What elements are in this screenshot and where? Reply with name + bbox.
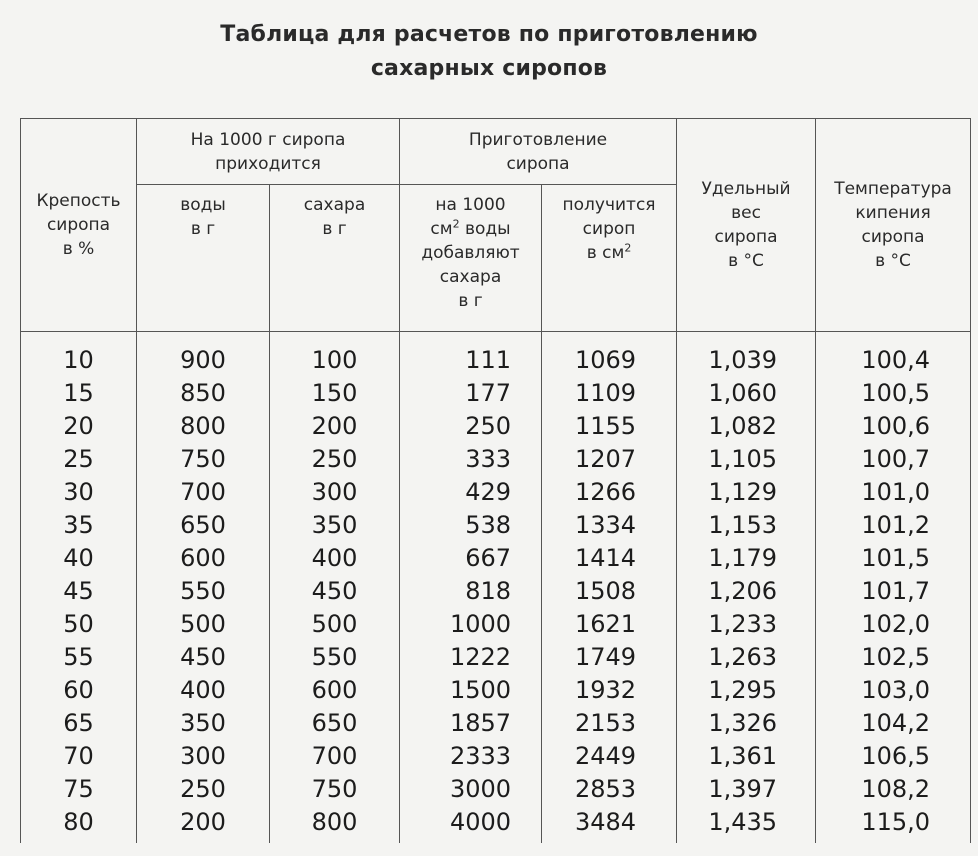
title-line-1: Таблица для расчетов по приготовлению bbox=[220, 22, 758, 47]
cell-sugar: 750 bbox=[270, 773, 400, 806]
header-per-1000g: На 1000 г сиропа приходится bbox=[137, 119, 400, 185]
cell-add-sugar: 1222 bbox=[400, 641, 542, 674]
table-row bbox=[21, 773, 971, 806]
cell-density: 1,206 bbox=[677, 575, 816, 608]
table-header bbox=[21, 119, 971, 332]
cell-strength: 70 bbox=[21, 740, 137, 773]
cell-density: 1,435 bbox=[677, 806, 816, 843]
table-row bbox=[21, 509, 971, 542]
cell-strength: 65 bbox=[21, 707, 137, 740]
cell-strength: 45 bbox=[21, 575, 137, 608]
table-row bbox=[21, 608, 971, 641]
cell-sugar: 150 bbox=[270, 377, 400, 410]
table-row bbox=[21, 443, 971, 476]
cell-boiling-temperature: 106,5 bbox=[816, 740, 971, 773]
title-line-2: сахарных сиропов bbox=[370, 56, 608, 81]
cell-strength: 75 bbox=[21, 773, 137, 806]
header-preparation: Приготовление сиропа bbox=[400, 119, 677, 185]
cell-sugar: 100 bbox=[270, 332, 400, 378]
cell-water: 650 bbox=[137, 509, 270, 542]
cell-boiling-temperature: 100,4 bbox=[816, 332, 971, 378]
cell-water: 700 bbox=[137, 476, 270, 509]
cell-yield: 1155 bbox=[542, 410, 677, 443]
cell-water: 350 bbox=[137, 707, 270, 740]
cell-water: 850 bbox=[137, 377, 270, 410]
cell-density: 1,361 bbox=[677, 740, 816, 773]
table-row bbox=[21, 410, 971, 443]
cell-density: 1,263 bbox=[677, 641, 816, 674]
cell-yield: 1621 bbox=[542, 608, 677, 641]
cell-add-sugar: 429 bbox=[400, 476, 542, 509]
cell-strength: 60 bbox=[21, 674, 137, 707]
cell-boiling-temperature: 100,7 bbox=[816, 443, 971, 476]
cell-sugar: 250 bbox=[270, 443, 400, 476]
cell-yield: 1069 bbox=[542, 332, 677, 378]
cell-strength: 35 bbox=[21, 509, 137, 542]
header-boiling-temperature: Температура кипения сиропа в °С bbox=[816, 119, 971, 332]
cell-strength: 80 bbox=[21, 806, 137, 843]
cell-water: 200 bbox=[137, 806, 270, 843]
cell-strength: 40 bbox=[21, 542, 137, 575]
cell-water: 750 bbox=[137, 443, 270, 476]
cell-sugar: 200 bbox=[270, 410, 400, 443]
cell-add-sugar: 667 bbox=[400, 542, 542, 575]
cell-sugar: 450 bbox=[270, 575, 400, 608]
cell-add-sugar: 177 bbox=[400, 377, 542, 410]
header-water: воды в г bbox=[137, 185, 270, 332]
cell-yield: 1334 bbox=[542, 509, 677, 542]
cell-boiling-temperature: 103,0 bbox=[816, 674, 971, 707]
cell-density: 1,295 bbox=[677, 674, 816, 707]
cell-boiling-temperature: 108,2 bbox=[816, 773, 971, 806]
cell-density: 1,397 bbox=[677, 773, 816, 806]
cell-sugar: 300 bbox=[270, 476, 400, 509]
cell-add-sugar: 538 bbox=[400, 509, 542, 542]
header-strength: Крепость сиропа в % bbox=[21, 119, 137, 332]
header-sugar: сахара в г bbox=[270, 185, 400, 332]
cell-sugar: 600 bbox=[270, 674, 400, 707]
cell-density: 1,105 bbox=[677, 443, 816, 476]
cell-sugar: 400 bbox=[270, 542, 400, 575]
table-row bbox=[21, 641, 971, 674]
cell-water: 800 bbox=[137, 410, 270, 443]
cell-sugar: 650 bbox=[270, 707, 400, 740]
header-yield: получится сироп в $см^2$ bbox=[542, 185, 677, 332]
cell-boiling-temperature: 101,0 bbox=[816, 476, 971, 509]
cell-yield: 1508 bbox=[542, 575, 677, 608]
cell-yield: 1109 bbox=[542, 377, 677, 410]
cell-strength: 50 bbox=[21, 608, 137, 641]
cell-yield: 1207 bbox=[542, 443, 677, 476]
cell-add-sugar: 818 bbox=[400, 575, 542, 608]
table-row bbox=[21, 332, 971, 378]
cell-add-sugar: 3000 bbox=[400, 773, 542, 806]
cell-sugar: 800 bbox=[270, 806, 400, 843]
cell-boiling-temperature: 101,7 bbox=[816, 575, 971, 608]
cell-sugar: 350 bbox=[270, 509, 400, 542]
table-row bbox=[21, 377, 971, 410]
cell-yield: 1414 bbox=[542, 542, 677, 575]
cell-boiling-temperature: 104,2 bbox=[816, 707, 971, 740]
cell-yield: 2853 bbox=[542, 773, 677, 806]
cell-density: 1,060 bbox=[677, 377, 816, 410]
header-density: Удельный вес сиропа в °С bbox=[677, 119, 816, 332]
cell-water: 600 bbox=[137, 542, 270, 575]
cell-density: 1,233 bbox=[677, 608, 816, 641]
header-add-sugar: на 1000 $см^2$ воды добавляют сахара в г bbox=[400, 185, 542, 332]
table-row bbox=[21, 476, 971, 509]
cell-yield: 2153 bbox=[542, 707, 677, 740]
cell-add-sugar: 333 bbox=[400, 443, 542, 476]
cell-yield: 3484 bbox=[542, 806, 677, 843]
cell-water: 400 bbox=[137, 674, 270, 707]
cell-boiling-temperature: 102,5 bbox=[816, 641, 971, 674]
cell-boiling-temperature: 100,5 bbox=[816, 377, 971, 410]
cell-add-sugar: 4000 bbox=[400, 806, 542, 843]
cell-strength: 55 bbox=[21, 641, 137, 674]
table-row bbox=[21, 806, 971, 843]
cell-add-sugar: 1500 bbox=[400, 674, 542, 707]
cell-water: 500 bbox=[137, 608, 270, 641]
cell-density: 1,153 bbox=[677, 509, 816, 542]
cell-density: 1,179 bbox=[677, 542, 816, 575]
cell-sugar: 500 bbox=[270, 608, 400, 641]
cell-add-sugar: 1000 bbox=[400, 608, 542, 641]
cell-strength: 20 bbox=[21, 410, 137, 443]
cell-strength: 10 bbox=[21, 332, 137, 378]
table-row bbox=[21, 674, 971, 707]
table-row bbox=[21, 740, 971, 773]
cell-sugar: 550 bbox=[270, 641, 400, 674]
cell-density: 1,082 bbox=[677, 410, 816, 443]
cell-add-sugar: 1857 bbox=[400, 707, 542, 740]
cell-add-sugar: 111 bbox=[400, 332, 542, 378]
cell-boiling-temperature: 100,6 bbox=[816, 410, 971, 443]
cell-strength: 25 bbox=[21, 443, 137, 476]
cell-sugar: 700 bbox=[270, 740, 400, 773]
cell-boiling-temperature: 101,2 bbox=[816, 509, 971, 542]
cell-boiling-temperature: 115,0 bbox=[816, 806, 971, 843]
cell-yield: 1266 bbox=[542, 476, 677, 509]
cell-add-sugar: 2333 bbox=[400, 740, 542, 773]
cell-water: 450 bbox=[137, 641, 270, 674]
table-row bbox=[21, 542, 971, 575]
cell-water: 550 bbox=[137, 575, 270, 608]
cell-add-sugar: 250 bbox=[400, 410, 542, 443]
table-body bbox=[21, 332, 971, 844]
cell-yield: 1749 bbox=[542, 641, 677, 674]
table-row bbox=[21, 575, 971, 608]
cell-boiling-temperature: 101,5 bbox=[816, 542, 971, 575]
table-row bbox=[21, 707, 971, 740]
syrup-table bbox=[20, 118, 971, 843]
cell-boiling-temperature: 102,0 bbox=[816, 608, 971, 641]
cell-strength: 30 bbox=[21, 476, 137, 509]
cell-strength: 15 bbox=[21, 377, 137, 410]
cell-density: 1,129 bbox=[677, 476, 816, 509]
cell-water: 250 bbox=[137, 773, 270, 806]
cell-yield: 2449 bbox=[542, 740, 677, 773]
cell-water: 900 bbox=[137, 332, 270, 378]
cell-yield: 1932 bbox=[542, 674, 677, 707]
page-title bbox=[0, 18, 978, 86]
cell-water: 300 bbox=[137, 740, 270, 773]
cell-density: 1,039 bbox=[677, 332, 816, 378]
cell-density: 1,326 bbox=[677, 707, 816, 740]
